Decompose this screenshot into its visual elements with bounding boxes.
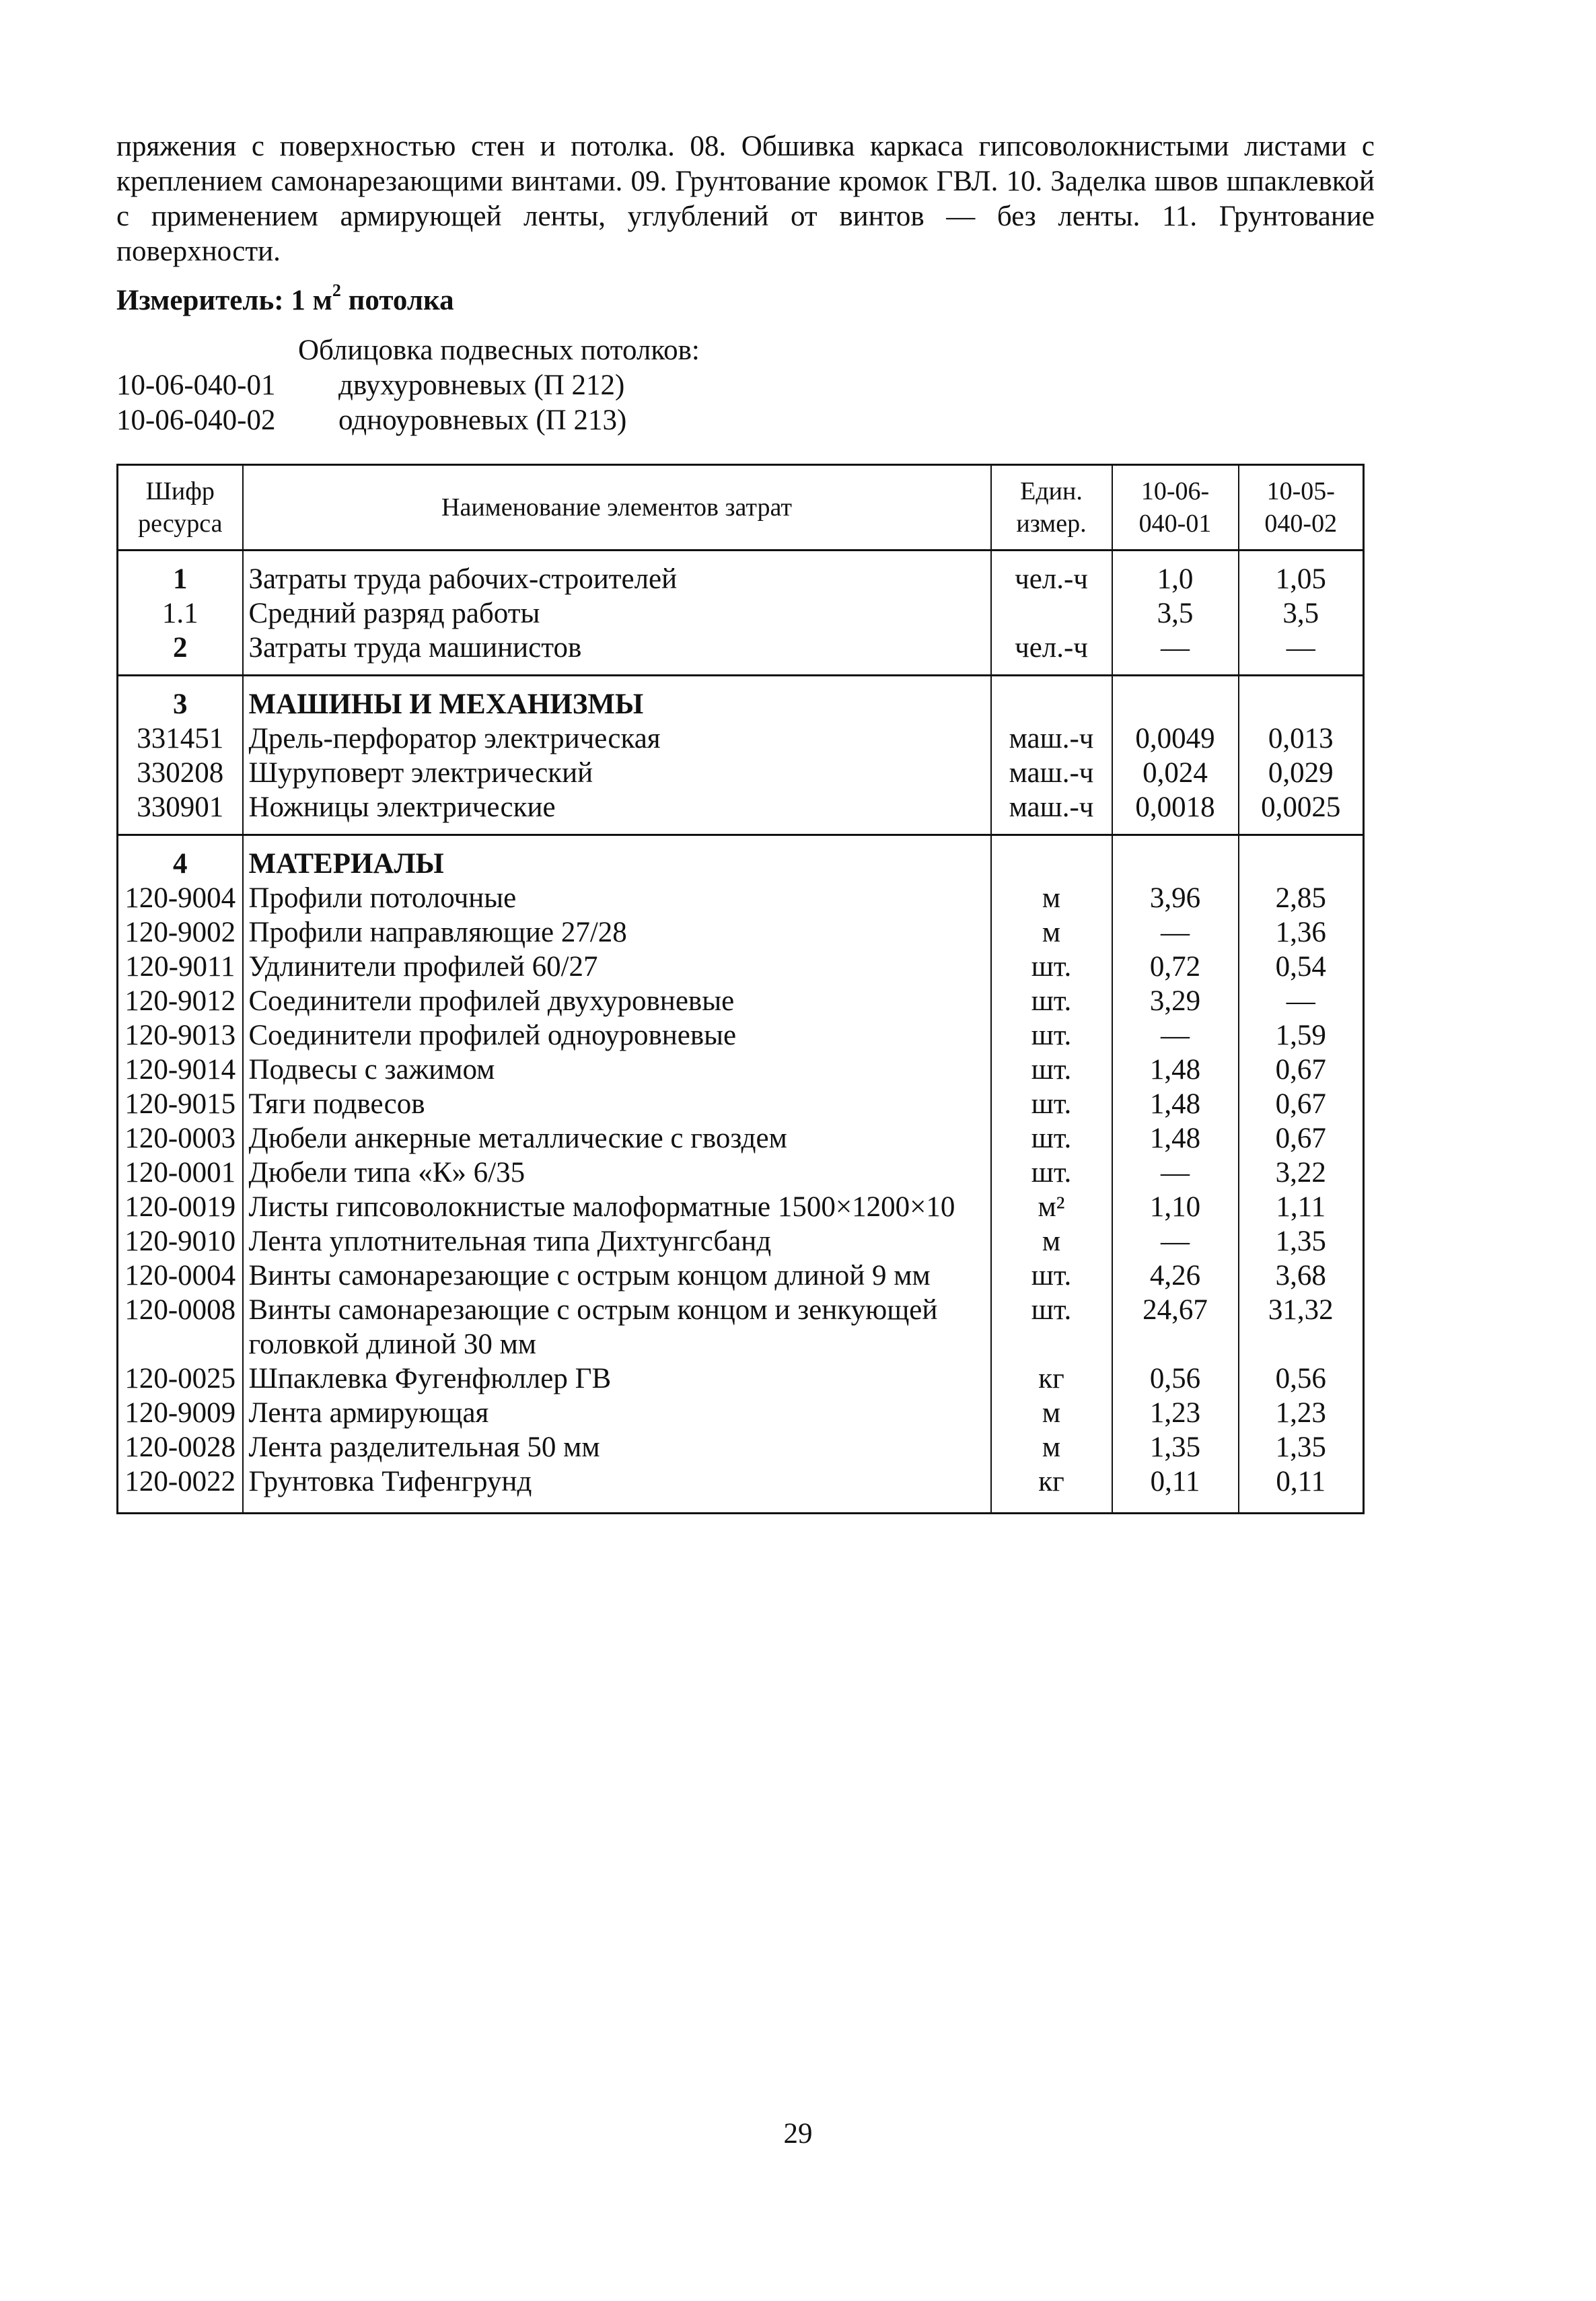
row-value-1: 4,26 (1112, 1259, 1239, 1293)
row-value-2: 31,32 (1239, 1293, 1364, 1361)
row-value-2: 3,68 (1239, 1259, 1364, 1293)
table-row (118, 1396, 1364, 1430)
row-value-1: 0,024 (1112, 756, 1239, 790)
row-value-1: 0,56 (1112, 1361, 1239, 1396)
row-code: 120-9010 (118, 1224, 243, 1259)
row-name: Лента разделительная 50 мм (243, 1430, 991, 1464)
row-code: 120-0001 (118, 1156, 243, 1190)
table-row (118, 1121, 1364, 1156)
table-row (118, 596, 1364, 631)
row-value-2: 0,67 (1239, 1121, 1364, 1156)
row-unit: шт. (991, 1087, 1112, 1121)
row-value-1: — (1112, 1018, 1239, 1053)
row-value-2 (1239, 835, 1364, 882)
row-name: Грунтовка Тифенгрунд (243, 1464, 991, 1514)
variants-heading: Облицовка подвесных потолков: (298, 334, 700, 366)
row-name: Дюбели типа «К» 6/35 (243, 1156, 991, 1190)
row-unit (991, 596, 1112, 631)
row-name: Удлинители профилей 60/27 (243, 950, 991, 984)
intro-paragraph: пряжения с поверхностью стен и потолка. 08. Обшивка каркаса гипсоволокнистыми листами с креплением самонарезающими винтами. 09. Грунтование кромок ГВЛ. 10. Заделка швов шпаклевкой с применением армирующей ленты, углублений от винтов — без ленты. 11. Грунтование поверхности. (116, 131, 1375, 267)
row-code: 120-9002 (118, 915, 243, 950)
row-unit: шт. (991, 1053, 1112, 1087)
row-code: 120-9009 (118, 1396, 243, 1430)
table-row (118, 1293, 1364, 1361)
row-value-2: 0,56 (1239, 1361, 1364, 1396)
table-section (118, 551, 1364, 676)
row-unit: чел.-ч (991, 551, 1112, 597)
row-value-1: 0,72 (1112, 950, 1239, 984)
row-value-1: — (1112, 1224, 1239, 1259)
row-unit: шт. (991, 1156, 1112, 1190)
variant-code: 10-06-040-01 (116, 369, 276, 401)
row-code: 120-0019 (118, 1190, 243, 1224)
table-row (118, 631, 1364, 676)
row-value-1: 1,35 (1112, 1430, 1239, 1464)
row-code: 1 (118, 551, 243, 597)
row-code: 120-0004 (118, 1259, 243, 1293)
variant-name: двухуровневых (П 212) (338, 369, 625, 401)
table-row (118, 676, 1364, 722)
row-code: 330901 (118, 790, 243, 835)
row-name: Ножницы электрические (243, 790, 991, 835)
row-code: 120-9014 (118, 1053, 243, 1087)
row-name: Затраты труда рабочих-строителей (243, 551, 991, 597)
row-value-2: 0,11 (1239, 1464, 1364, 1514)
row-unit: м (991, 881, 1112, 915)
row-code: 1.1 (118, 596, 243, 631)
measure-prefix: Измеритель: 1 м (116, 285, 332, 316)
row-value-2: — (1239, 984, 1364, 1018)
table-row (118, 1053, 1364, 1087)
row-unit: шт. (991, 1018, 1112, 1053)
row-unit (991, 835, 1112, 882)
row-unit: м (991, 915, 1112, 950)
table-row (118, 881, 1364, 915)
row-value-2: 1,05 (1239, 551, 1364, 597)
row-name: Профили направляющие 27/28 (243, 915, 991, 950)
table-row (118, 915, 1364, 950)
row-value-2: 0,67 (1239, 1087, 1364, 1121)
row-unit: м (991, 1396, 1112, 1430)
row-code: 120-9013 (118, 1018, 243, 1053)
page-number: 29 (783, 2118, 813, 2150)
measure-superscript: 2 (332, 281, 341, 300)
row-value-1: 3,29 (1112, 984, 1239, 1018)
table-row (118, 790, 1364, 835)
row-unit: м (991, 1224, 1112, 1259)
variant-line (116, 404, 626, 437)
row-value-2: 0,54 (1239, 950, 1364, 984)
row-code: 120-0008 (118, 1293, 243, 1361)
row-name: Листы гипсоволокнистые малоформатные 1500×1200×10 (243, 1190, 991, 1224)
row-value-2: 1,59 (1239, 1018, 1364, 1053)
row-name: МАШИНЫ И МЕХАНИЗМЫ (243, 676, 991, 722)
row-unit: м² (991, 1190, 1112, 1224)
row-name: Затраты труда машинистов (243, 631, 991, 676)
table-row (118, 1430, 1364, 1464)
measure-unit (116, 281, 454, 317)
row-name: Шуруповерт электрический (243, 756, 991, 790)
row-value-1: 1,23 (1112, 1396, 1239, 1430)
row-unit: шт. (991, 1121, 1112, 1156)
row-unit: шт. (991, 1259, 1112, 1293)
row-code: 3 (118, 676, 243, 722)
row-code: 4 (118, 835, 243, 882)
measure-suffix: потолка (340, 285, 454, 316)
table-row (118, 1464, 1364, 1514)
row-name: Профили потолочные (243, 881, 991, 915)
table-row (118, 1156, 1364, 1190)
row-code: 2 (118, 631, 243, 676)
row-name: Подвесы с зажимом (243, 1053, 991, 1087)
variant-name: одноуровневых (П 213) (338, 404, 627, 436)
row-value-2: 0,013 (1239, 721, 1364, 756)
row-value-1: 0,0049 (1112, 721, 1239, 756)
row-unit (991, 676, 1112, 722)
row-value-1 (1112, 835, 1239, 882)
row-code: 120-0028 (118, 1430, 243, 1464)
row-name: Соединители профилей одноуровневые (243, 1018, 991, 1053)
row-unit: м (991, 1430, 1112, 1464)
row-unit: шт. (991, 1293, 1112, 1361)
header-variant-2: 10-05- 040-02 (1239, 465, 1364, 551)
row-code: 331451 (118, 721, 243, 756)
row-value-1: 24,67 (1112, 1293, 1239, 1361)
row-unit: чел.-ч (991, 631, 1112, 676)
row-code: 120-0022 (118, 1464, 243, 1514)
row-name: Шпаклевка Фугенфюллер ГВ (243, 1361, 991, 1396)
row-name: Винты самонарезающие с острым концом длиной 9 мм (243, 1259, 991, 1293)
header-unit: Един. измер. (991, 465, 1112, 551)
row-value-1: 0,11 (1112, 1464, 1239, 1514)
row-value-2 (1239, 676, 1364, 722)
row-value-2: 1,35 (1239, 1224, 1364, 1259)
resource-table (116, 464, 1365, 1514)
row-value-1: — (1112, 1156, 1239, 1190)
row-value-2: 1,23 (1239, 1396, 1364, 1430)
row-value-1: 1,48 (1112, 1121, 1239, 1156)
table-row (118, 551, 1364, 597)
table-section (118, 676, 1364, 835)
table-row (118, 984, 1364, 1018)
row-name: Винты самонарезающие с острым концом и зенкующей головкой длиной 30 мм (243, 1293, 991, 1361)
row-code: 120-9015 (118, 1087, 243, 1121)
row-name: МАТЕРИАЛЫ (243, 835, 991, 882)
row-name: Тяги подвесов (243, 1087, 991, 1121)
row-unit: кг (991, 1361, 1112, 1396)
row-name: Лента армирующая (243, 1396, 991, 1430)
variant-line (116, 369, 624, 402)
row-value-1: — (1112, 915, 1239, 950)
row-unit: маш.-ч (991, 756, 1112, 790)
row-value-1: 1,0 (1112, 551, 1239, 597)
row-value-1: — (1112, 631, 1239, 676)
row-code: 120-0003 (118, 1121, 243, 1156)
row-value-1: 1,10 (1112, 1190, 1239, 1224)
row-value-1: 0,0018 (1112, 790, 1239, 835)
row-code: 120-9011 (118, 950, 243, 984)
row-value-2: 3,22 (1239, 1156, 1364, 1190)
row-name: Средний разряд работы (243, 596, 991, 631)
row-value-2: 1,35 (1239, 1430, 1364, 1464)
row-value-1: 1,48 (1112, 1087, 1239, 1121)
row-value-1: 1,48 (1112, 1053, 1239, 1087)
table-row (118, 756, 1364, 790)
row-value-1: 3,5 (1112, 596, 1239, 631)
header-name: Наименование элементов затрат (243, 465, 991, 551)
row-name: Дюбели анкерные металлические с гвоздем (243, 1121, 991, 1156)
table-row (118, 1087, 1364, 1121)
row-code: 120-9012 (118, 984, 243, 1018)
row-value-2: 2,85 (1239, 881, 1364, 915)
table-row (118, 1224, 1364, 1259)
table-row (118, 835, 1364, 882)
row-value-1: 3,96 (1112, 881, 1239, 915)
header-code: Шифр ресурса (118, 465, 243, 551)
row-code: 330208 (118, 756, 243, 790)
header-variant-1: 10-06- 040-01 (1112, 465, 1239, 551)
row-name: Лента уплотнительная типа Дихтунгсбанд (243, 1224, 991, 1259)
row-value-2: 0,029 (1239, 756, 1364, 790)
row-unit: маш.-ч (991, 721, 1112, 756)
row-value-2: 1,11 (1239, 1190, 1364, 1224)
row-value-2: 3,5 (1239, 596, 1364, 631)
row-unit: кг (991, 1464, 1112, 1514)
table-row (118, 1259, 1364, 1293)
variant-code: 10-06-040-02 (116, 404, 276, 436)
row-value-2: 0,0025 (1239, 790, 1364, 835)
row-unit: шт. (991, 950, 1112, 984)
row-code: 120-9004 (118, 881, 243, 915)
row-value-2: — (1239, 631, 1364, 676)
row-value-2: 1,36 (1239, 915, 1364, 950)
row-name: Дрель-перфоратор электрическая (243, 721, 991, 756)
table-row (118, 721, 1364, 756)
row-unit: маш.-ч (991, 790, 1112, 835)
row-value-2: 0,67 (1239, 1053, 1364, 1087)
row-code: 120-0025 (118, 1361, 243, 1396)
table-row (118, 1018, 1364, 1053)
table-row (118, 1190, 1364, 1224)
table-section (118, 835, 1364, 1514)
row-value-1 (1112, 676, 1239, 722)
table-row (118, 950, 1364, 984)
table-header-row (118, 465, 1364, 551)
row-unit: шт. (991, 984, 1112, 1018)
table-row (118, 1361, 1364, 1396)
row-name: Соединители профилей двухуровневые (243, 984, 991, 1018)
